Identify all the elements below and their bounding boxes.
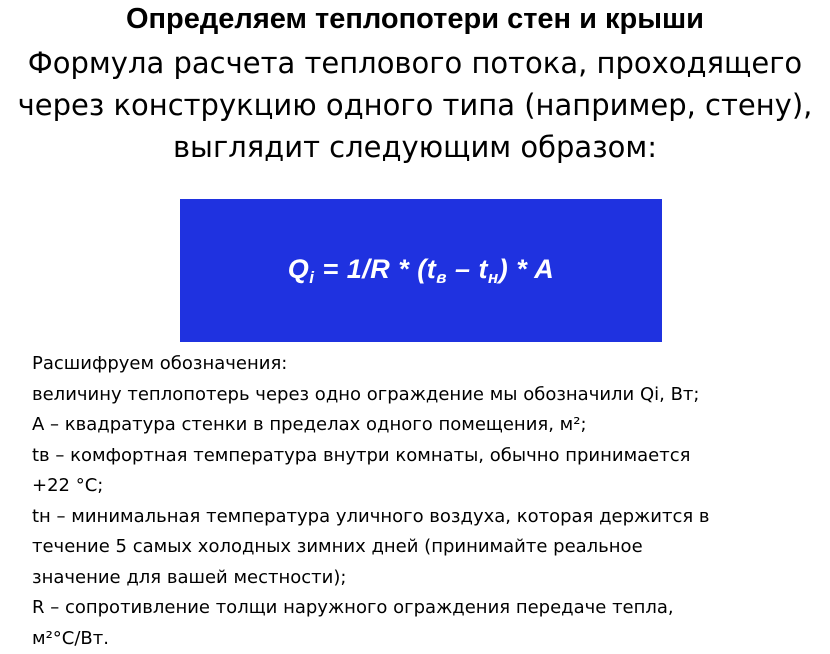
legend-line: А – квадратура стенки в пределах одного помещения, м²; — [32, 414, 587, 435]
intro-line: через конструкцию одного типа (например, стену), — [17, 88, 813, 122]
legend-line: R – сопротивление толщи наружного ограждения передаче тепла, — [32, 597, 674, 618]
formula-dash: – t — [447, 253, 489, 284]
legend-line: м²°С/Вт. — [32, 627, 109, 649]
formula-tv-subscript: в — [436, 267, 447, 287]
formula-q-subscript: i — [309, 267, 315, 287]
heat-loss-formula — [288, 254, 555, 288]
legend-line: течение 5 самых холодных зимних дней (принимайте реальное — [32, 536, 643, 557]
legend-line: tн – минимальная температура уличного воздуха, которая держится в — [32, 505, 710, 527]
legend-line: величину теплопотерь через одно ограждение мы обозначили Qi, Вт; — [32, 383, 700, 405]
intro-line: Формула расчета теплового потока, проходящего — [27, 46, 803, 80]
intro-text — [0, 42, 830, 168]
formula-tn-subscript: н — [488, 267, 499, 287]
legend-line: +22 °С; — [32, 475, 104, 496]
legend-line: tв – комфортная температура внутри комнаты, обычно принимается — [32, 444, 691, 466]
legend-line: значение для вашей местности); — [32, 566, 347, 588]
formula-box — [180, 199, 662, 342]
page-title: Определяем теплопотери стен и крыши — [125, 3, 704, 35]
formula-middle: = 1/R * (t — [314, 253, 437, 284]
legend-heading: Расшифруем обозначения: — [32, 353, 288, 374]
formula-suffix: ) * A — [498, 253, 555, 284]
intro-line: выглядит следующим образом: — [172, 130, 658, 164]
formula-q: Q — [287, 253, 310, 284]
legend-text — [32, 349, 822, 654]
